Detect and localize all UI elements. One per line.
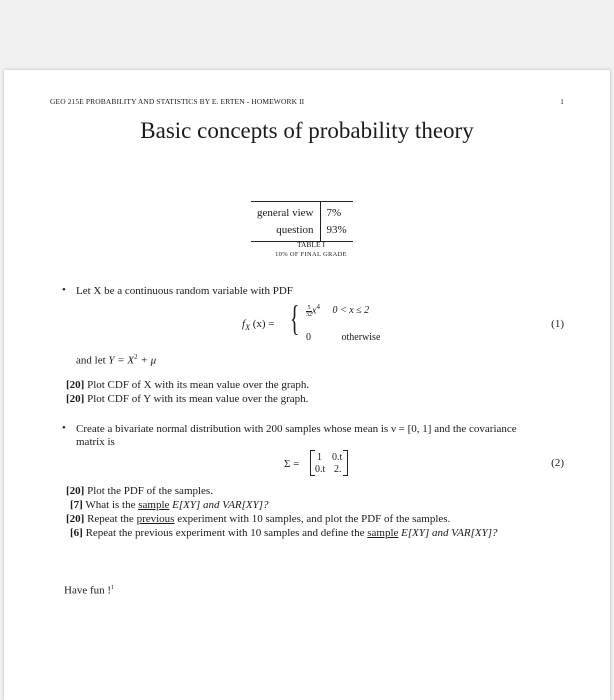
table-row (251, 202, 353, 223)
left-brace-icon: { (289, 298, 300, 338)
task-points: [7] (70, 499, 83, 511)
table-cell-value: 7% (326, 207, 342, 219)
document-page (4, 70, 610, 700)
table-cell-label: question (251, 222, 320, 242)
matrix-cell: 0.t (315, 464, 326, 475)
case2-value: 0 (306, 332, 311, 343)
pdf-lhs (242, 318, 274, 334)
case1-exponent: 4 (316, 303, 320, 311)
q2-task (66, 513, 450, 526)
matrix-cell: 2. (334, 464, 342, 475)
table-cell-label: general view (251, 202, 320, 223)
task-points: [20] (66, 379, 85, 391)
q2-task (70, 527, 498, 540)
pdf-argument: (x) = (252, 318, 275, 330)
y-exponent: 2 (134, 353, 138, 361)
case1-expr: x (312, 305, 317, 317)
page-title: Basic concepts of probability theory (140, 118, 474, 143)
equation-number: (2) (551, 457, 564, 469)
case2-condition: otherwise (341, 332, 381, 343)
bullet-icon: • (62, 422, 66, 434)
task-text-underlined: sample (138, 499, 170, 511)
q1-task (66, 379, 309, 392)
bullet-icon: • (62, 284, 66, 296)
task-text-underlined: sample (367, 527, 399, 539)
task-text: Plot CDF of X with its mean value over the graph. (87, 379, 310, 391)
closing-text: Have fun ! (64, 584, 112, 597)
y-definition (76, 351, 156, 368)
y-expr: Y = X (108, 354, 135, 367)
task-text-pre: Repeat the (87, 513, 134, 525)
pdf-case-1 (306, 301, 369, 318)
task-text: Plot CDF of Y with its mean value over the graph. (87, 393, 309, 405)
closing-footnote-mark: 1 (111, 585, 115, 591)
coef-denominator: 32 (306, 311, 312, 318)
q2-task (70, 499, 269, 512)
q2-intro (76, 423, 566, 449)
task-points: [20] (66, 485, 85, 497)
running-header (50, 97, 564, 106)
matrix-cell: 1 (317, 452, 322, 463)
running-title: GEO 215E PROBABILITY AND STATISTICS BY E. ERTEN - HOMEWORK II (50, 97, 305, 106)
task-text: Plot the PDF of the samples. (87, 485, 213, 497)
task-points: [20] (66, 513, 85, 525)
closing-line (64, 582, 114, 598)
matrix-cell: 0.t (332, 452, 343, 463)
q2-task (66, 485, 213, 498)
grade-table (251, 201, 353, 242)
sigma-label: Σ = (284, 458, 300, 470)
covariance-matrix (310, 450, 348, 476)
pdf-subscript: X (245, 323, 250, 333)
equation-number: (1) (551, 318, 564, 330)
q2-intro-line-1: Create a bivariate normal distribution with 200 samples whose mean is ν = [0, 1] and the covariance (76, 423, 517, 435)
table-caption-text: 10% OF FINAL GRADE (275, 251, 347, 258)
pdf-symbol: f (242, 318, 246, 330)
pdf-case-2 (306, 331, 380, 344)
q1-task (66, 393, 308, 406)
task-points: [6] (70, 527, 83, 539)
task-text-pre: Repeat the previous experiment with 10 samples and define the (85, 527, 365, 539)
y-rest: + μ (140, 354, 157, 367)
table-caption-number: TABLE I (297, 240, 325, 249)
q1-intro: Let X be a continuous random variable with PDF (76, 285, 293, 297)
case1-condition: 0 < x ≤ 2 (332, 305, 370, 317)
task-text-post: E[XY] and VAR[XY]? (172, 499, 269, 511)
task-text-post: E[XY] and VAR[XY]? (401, 527, 498, 539)
task-text-underlined: previous (136, 513, 175, 525)
page-number: 1 (560, 97, 564, 106)
task-points: [20] (66, 393, 85, 405)
and-let-text: and let (76, 354, 106, 367)
table-row (251, 222, 353, 242)
coef-numerator: 5 (307, 304, 311, 311)
table-cell-value: 93% (326, 224, 347, 236)
task-text-post: experiment with 10 samples, and plot the PDF of the samples. (177, 513, 451, 525)
q2-intro-line-2: matrix is (76, 436, 115, 448)
task-text-pre: What is the (85, 499, 136, 511)
